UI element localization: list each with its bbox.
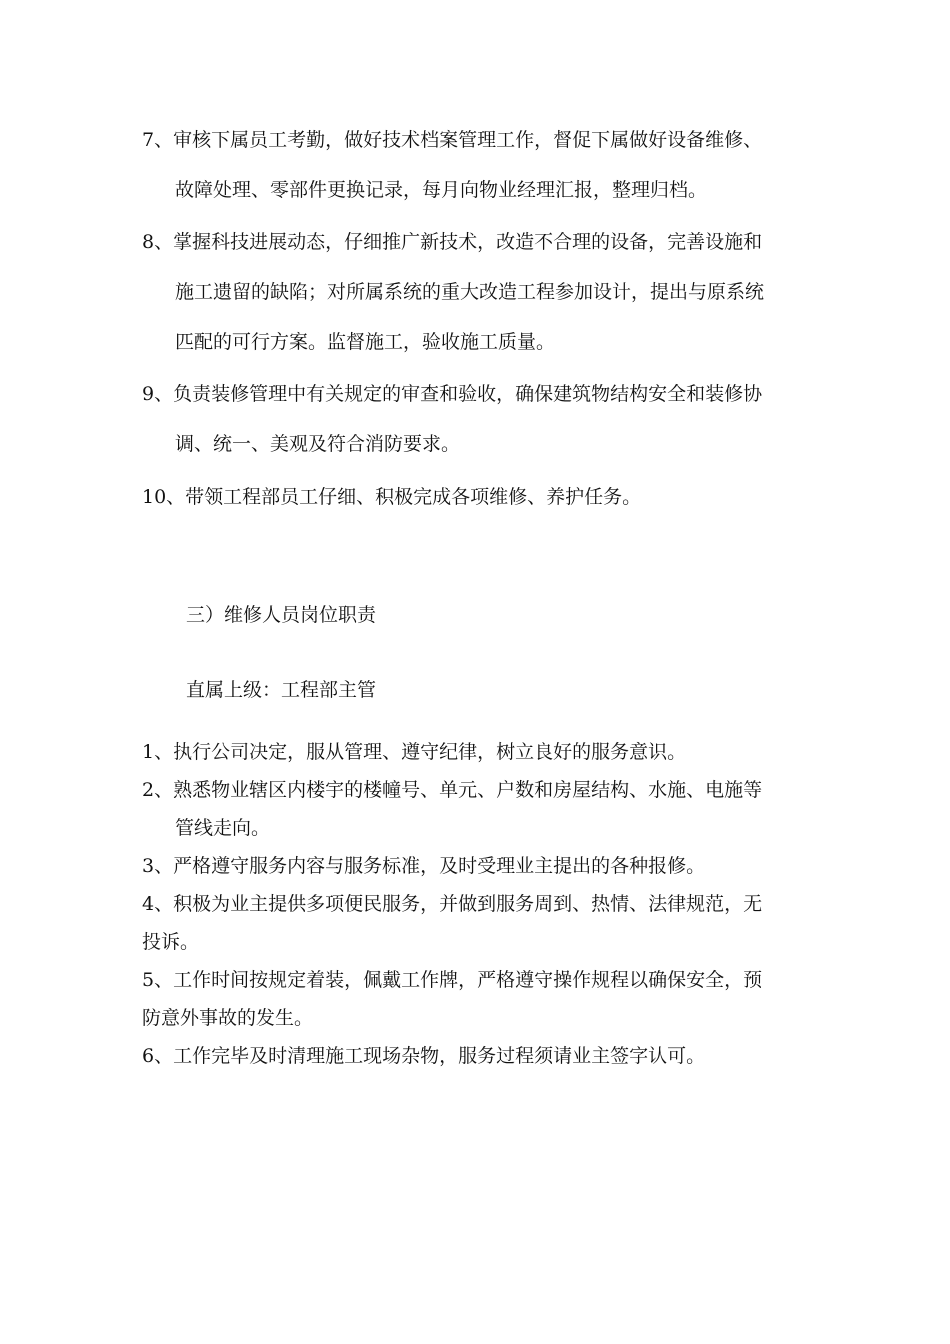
item-9-line-1: 9、负责装修管理中有关规定的审查和验收，确保建筑物结构安全和装修协 — [142, 383, 763, 405]
duty-1-line-1: 1、执行公司决定，服从管理、遵守纪律，树立良好的服务意识。 — [142, 741, 687, 763]
item-10-line-1: 10、带领工程部员工仔细、积极完成各项维修、养护任务。 — [142, 486, 642, 508]
supervisor-line: 直属上级：工程部主管 — [186, 679, 377, 701]
duty-5-line-2: 防意外事故的发生。 — [142, 1007, 314, 1029]
item-8-line-2: 施工遗留的缺陷；对所属系统的重大改造工程参加设计，提出与原系统 — [175, 281, 765, 303]
section-heading: 三）维修人员岗位职责 — [186, 604, 377, 626]
item-8-line-1: 8、掌握科技进展动态，仔细推广新技术，改造不合理的设备，完善设施和 — [142, 231, 763, 253]
duty-6-line-1: 6、工作完毕及时清理施工现场杂物，服务过程须请业主签字认可。 — [142, 1045, 706, 1067]
item-7-line-2: 故障处理、零部件更换记录，每月向物业经理汇报，整理归档。 — [175, 179, 708, 201]
duty-4-line-1: 4、积极为业主提供多项便民服务，并做到服务周到、热情、法律规范，无 — [142, 893, 763, 915]
duty-2-line-2: 管线走向。 — [175, 817, 271, 839]
duty-5-line-1: 5、工作时间按规定着装，佩戴工作牌，严格遵守操作规程以确保安全，预 — [142, 969, 763, 991]
duty-2-line-1: 2、熟悉物业辖区内楼宇的楼幢号、单元、户数和房屋结构、水施、电施等 — [142, 779, 763, 801]
item-9-line-2: 调、统一、美观及符合消防要求。 — [175, 433, 461, 455]
item-7-line-1: 7、审核下属员工考勤，做好技术档案管理工作，督促下属做好设备维修、 — [142, 129, 763, 151]
duty-4-line-2: 投诉。 — [142, 931, 200, 953]
duty-3-line-1: 3、严格遵守服务内容与服务标准，及时受理业主提出的各种报修。 — [142, 855, 706, 877]
item-8-line-3: 匹配的可行方案。监督施工，验收施工质量。 — [175, 331, 556, 353]
